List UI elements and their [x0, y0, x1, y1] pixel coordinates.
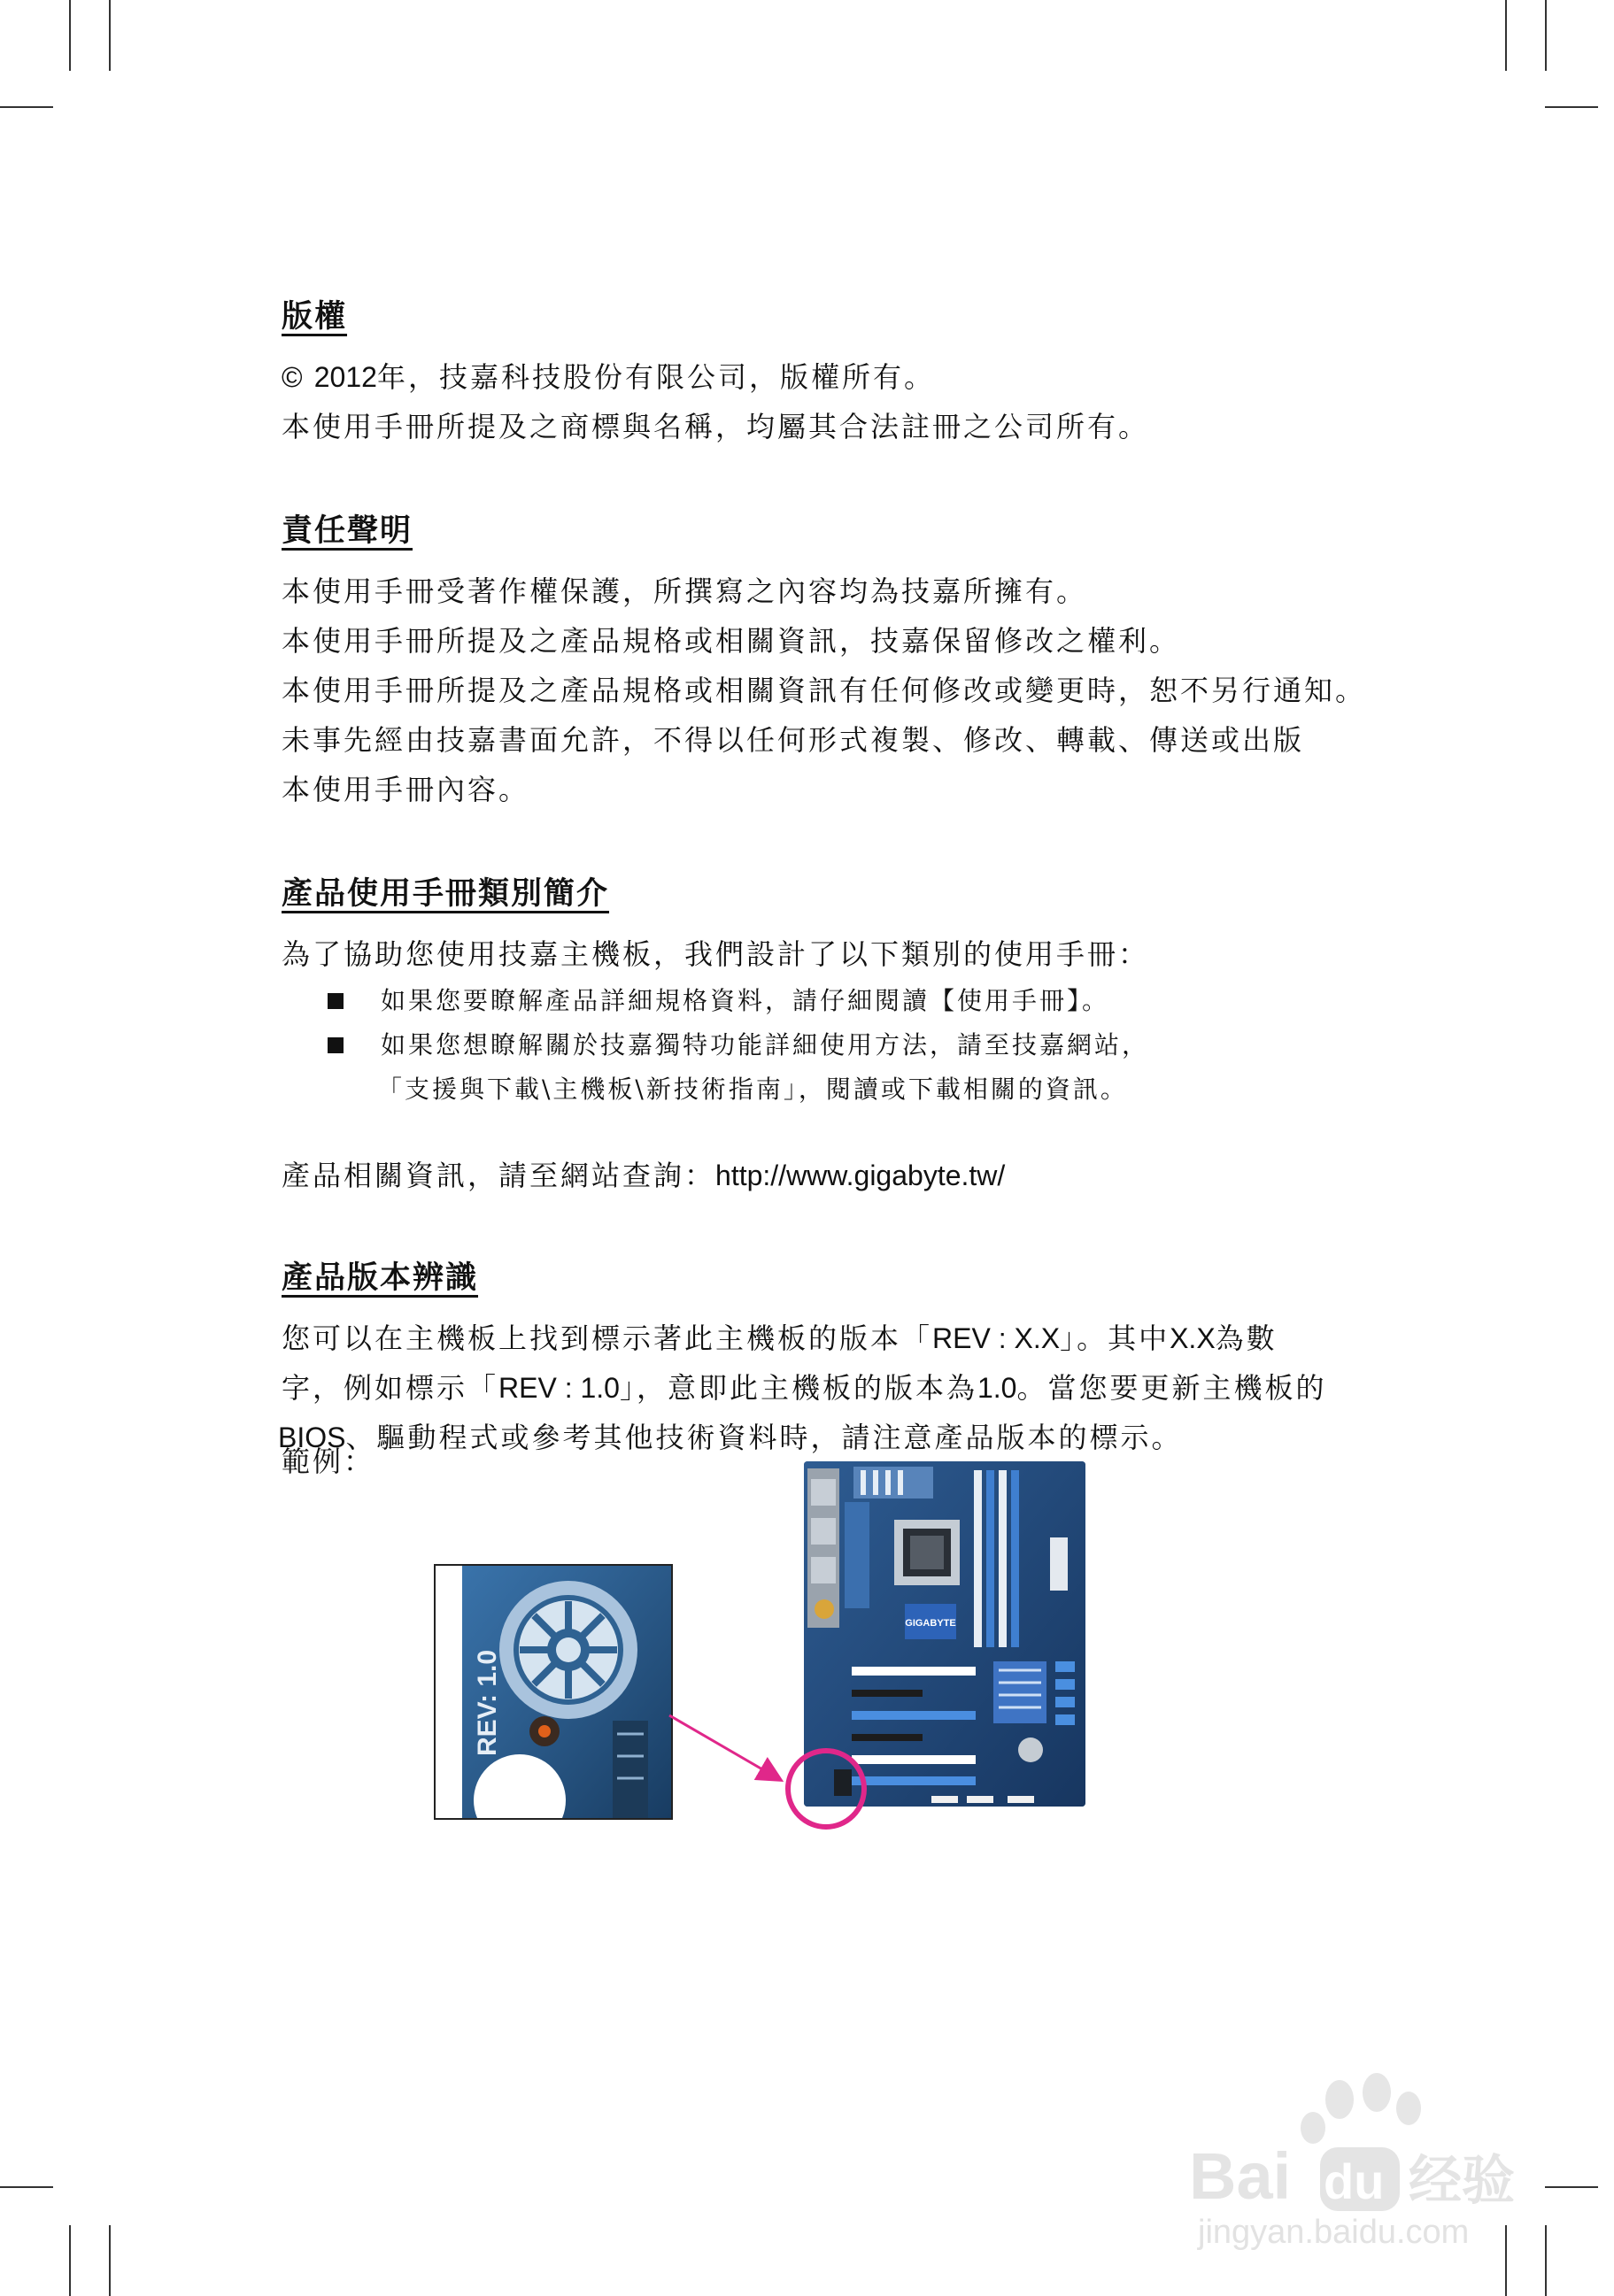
crop-mark	[69, 0, 71, 71]
crop-mark	[0, 2186, 53, 2188]
manual-bullet-text: 如果您想瞭解關於技嘉獨特功能詳細使用方法，請至技嘉網站，	[381, 1030, 1150, 1059]
disclaimer-title: 責任聲明	[282, 512, 413, 549]
crop-mark	[1545, 0, 1547, 71]
manual-bullet	[282, 1023, 1344, 1067]
website-label: 產品相關資訊，請至網站查詢：	[282, 1159, 716, 1192]
revision-text: 為數	[1215, 1321, 1278, 1355]
page-content	[278, 292, 1367, 1462]
example-label: 範例：	[282, 1445, 375, 1478]
watermark-brand: Bai	[1189, 2139, 1292, 2213]
disclaimer-line: 未事先經由技嘉書面允許，不得以任何形式複製、修改、轉載、傳送或出版	[282, 723, 1305, 757]
copyright-title: 版權	[282, 298, 348, 335]
manual-bullet-text: 如果您要瞭解產品詳細規格資料，請仔細閱讀【使用手冊】。	[381, 986, 1110, 1015]
revision-code: X.X	[1170, 1322, 1216, 1354]
crop-mark	[109, 0, 111, 71]
revision-code: REV : 1.0	[498, 1372, 620, 1404]
revision-line-1	[282, 1314, 1344, 1363]
copyright-symbol: ©	[282, 361, 303, 393]
revision-text: 、驅動程式或參考其他技術資料時，請注意產品版本的標示。	[345, 1421, 1183, 1454]
revision-text: 。當您要更新主機板的	[1016, 1371, 1327, 1405]
crop-mark	[1545, 2186, 1598, 2188]
baidu-paw-icon	[1171, 2066, 1552, 2261]
watermark-brand-cn: 经验	[1409, 2150, 1515, 2212]
revision-line-3	[278, 1413, 1344, 1462]
crop-mark	[1505, 0, 1507, 71]
copyright-line-2: 本使用手冊所提及之商標與名稱，均屬其合法註冊之公司所有。	[282, 410, 1150, 443]
crop-mark	[1545, 106, 1598, 108]
crop-mark	[109, 2225, 111, 2296]
revision-text: 您可以在主機板上找到標示著此主機板的版本「	[282, 1321, 933, 1355]
watermark-brand-2: du	[1324, 2153, 1385, 2209]
crop-mark	[0, 106, 53, 108]
revision-title: 產品版本辨識	[282, 1260, 479, 1296]
board-brand-text: GIGABYTE	[905, 1618, 956, 1629]
revision-code: REV : X.X	[932, 1322, 1061, 1354]
square-bullet-icon	[328, 993, 344, 1009]
manual-types-title: 產品使用手冊類別簡介	[282, 875, 610, 912]
revision-location-highlight	[785, 1748, 867, 1830]
baidu-watermark	[1171, 2066, 1552, 2261]
copyright-line-1	[282, 352, 1344, 402]
revision-text: 」。其中	[1060, 1321, 1170, 1355]
disclaimer-line: 本使用手冊所提及之產品規格或相關資訊，技嘉保留修改之權利。	[282, 624, 1181, 658]
revision-text: 」，意即此主機板的版本為	[619, 1371, 977, 1405]
manual-bullet-continued: 「支援與下載\主機板\新技術指南」，閱讀或下載相關的資訊。	[377, 1075, 1128, 1104]
revision-code: 1.0	[977, 1372, 1017, 1404]
revision-code: BIOS	[278, 1422, 346, 1453]
manual-types-intro: 為了協助您使用技嘉主機板，我們設計了以下類別的使用手冊：	[282, 937, 1150, 971]
website-link[interactable]: http://www.gigabyte.tw/	[715, 1160, 1006, 1191]
copyright-year: 2012	[313, 361, 377, 393]
manual-bullet	[282, 979, 1344, 1023]
disclaimer-line: 本使用手冊受著作權保護，所撰寫之內容均為技嘉所擁有。	[282, 574, 1088, 608]
website-line	[282, 1151, 1344, 1200]
zoom-rev-label: REV: 1.0	[473, 1649, 502, 1756]
disclaimer-line: 本使用手冊內容。	[282, 773, 530, 806]
square-bullet-icon	[328, 1037, 344, 1053]
watermark-url: jingyan.baidu.com	[1198, 2214, 1470, 2251]
copyright-text: 年，技嘉科技股份有限公司，版權所有。	[376, 360, 935, 394]
revision-line-2	[282, 1363, 1344, 1413]
crop-mark	[69, 2225, 71, 2296]
disclaimer-line: 本使用手冊所提及之產品規格或相關資訊有任何修改或變更時，恕不另行通知。	[282, 674, 1367, 707]
revision-text: 字，例如標示「	[282, 1371, 499, 1405]
